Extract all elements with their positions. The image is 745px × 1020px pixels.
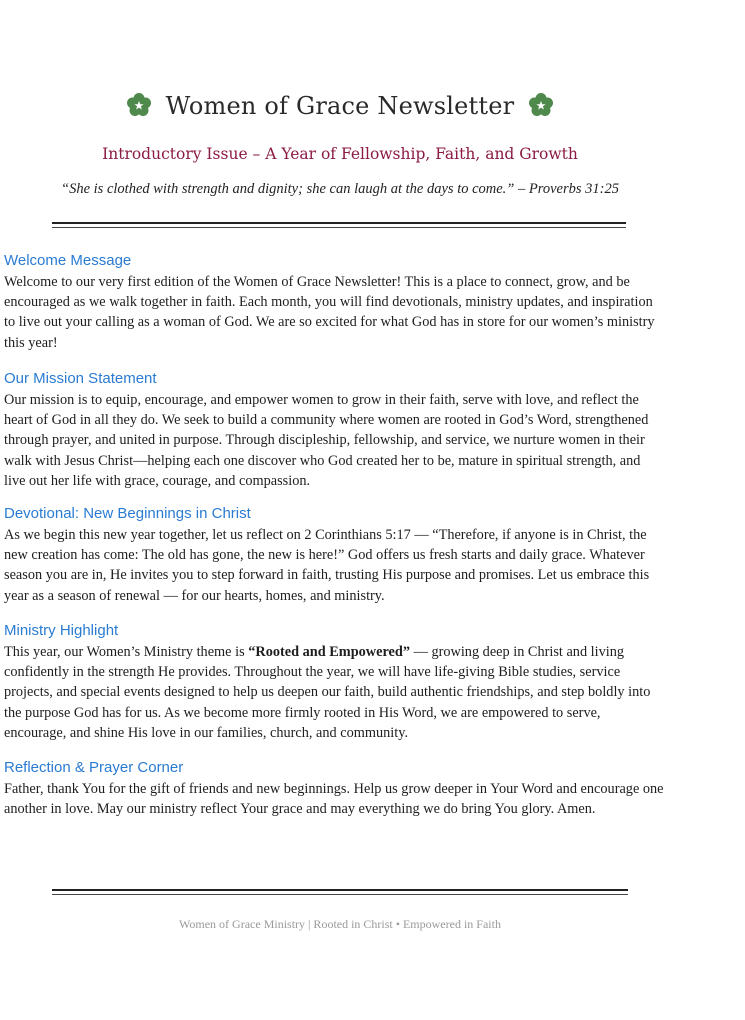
section-body: As we begin this new year together, let us reflect on 2 Corinthians 5:17 — “Therefore, if anyone is in Christ, the new creation has come: The old has gone, the new is here!” God offers us fresh starts and daily grace. Whatever season you are in, He invites you to step forward in faith, trusting His purpose and promises. Let us embrace this year as a season of renewal — for our hearts, homes, and ministry. [4, 527, 650, 604]
section-devotional [4, 503, 664, 606]
section-body: Father, thank You for the gift of friends and new beginnings. Help us grow deeper in Your Word and encourage one another in love. May our ministry reflect Your grace and may everything we do bring You glory. Amen. [4, 781, 664, 818]
section-body [4, 642, 664, 743]
footer-text: Women of Grace Ministry | Rooted in Christ • Empowered in Faith [179, 917, 501, 931]
newsletter-header [0, 92, 680, 120]
scripture-quote: “She is clothed with strength and dignity; she can laugh at the days to come.” – Proverbs 31:25 [61, 181, 619, 197]
header-divider [52, 222, 626, 228]
body-text: — growing deep in Christ and living confidently in the strength He provides. Throughout the year, we will have life-giving Bible studies, service projects, and special events designed to help us deepen our faith, build authentic friendships, and step boldly into the purpose God has for us. As we become more firmly rooted in His Word, we are empowered to serve, encourage, and shine His love in our families, church, and community. [4, 644, 651, 741]
section-heading: Ministry Highlight [4, 622, 119, 639]
section-heading: Welcome Message [4, 252, 132, 269]
ministry-theme: “Rooted and Empowered” [248, 644, 410, 660]
flower-icon [528, 92, 554, 118]
flower-icon [126, 92, 152, 118]
section-body: Welcome to our very first edition of the Women of Grace Newsletter! This is a place to connect, grow, and be encouraged as we walk together in faith. Each month, you will find devotionals, ministry updates, and inspiration to live out your calling as a woman of God. We are so excited for what God has in store for our women’s ministry this year! [4, 274, 655, 351]
issue-subtitle: Introductory Issue – A Year of Fellowship, Faith, and Growth [102, 145, 578, 163]
section-heading: Our Mission Statement [4, 370, 157, 387]
section-heading: Reflection & Prayer Corner [4, 759, 184, 776]
section-welcome [4, 250, 664, 353]
section-prayer-corner [4, 757, 664, 819]
body-text: This year, our Women’s Ministry theme is [4, 644, 249, 660]
footer-divider [52, 889, 628, 895]
newsletter-title: Women of Grace Newsletter [165, 92, 515, 120]
section-mission [4, 368, 664, 491]
section-heading: Devotional: New Beginnings in Christ [4, 505, 251, 522]
section-ministry-highlight [4, 620, 664, 743]
section-body: Our mission is to equip, encourage, and empower women to grow in their faith, serve with love, and reflect the heart of God in all they do. We seek to build a community where women are rooted in God’s Word, strengthened through prayer, and united in purpose. Through discipleship, fellowship, and service, we nurture women in their walk with Jesus Christ—helping each one discover who God created her to be, mature in spiritual strength, and live out her life with grace, courage, and compassion. [4, 392, 649, 489]
